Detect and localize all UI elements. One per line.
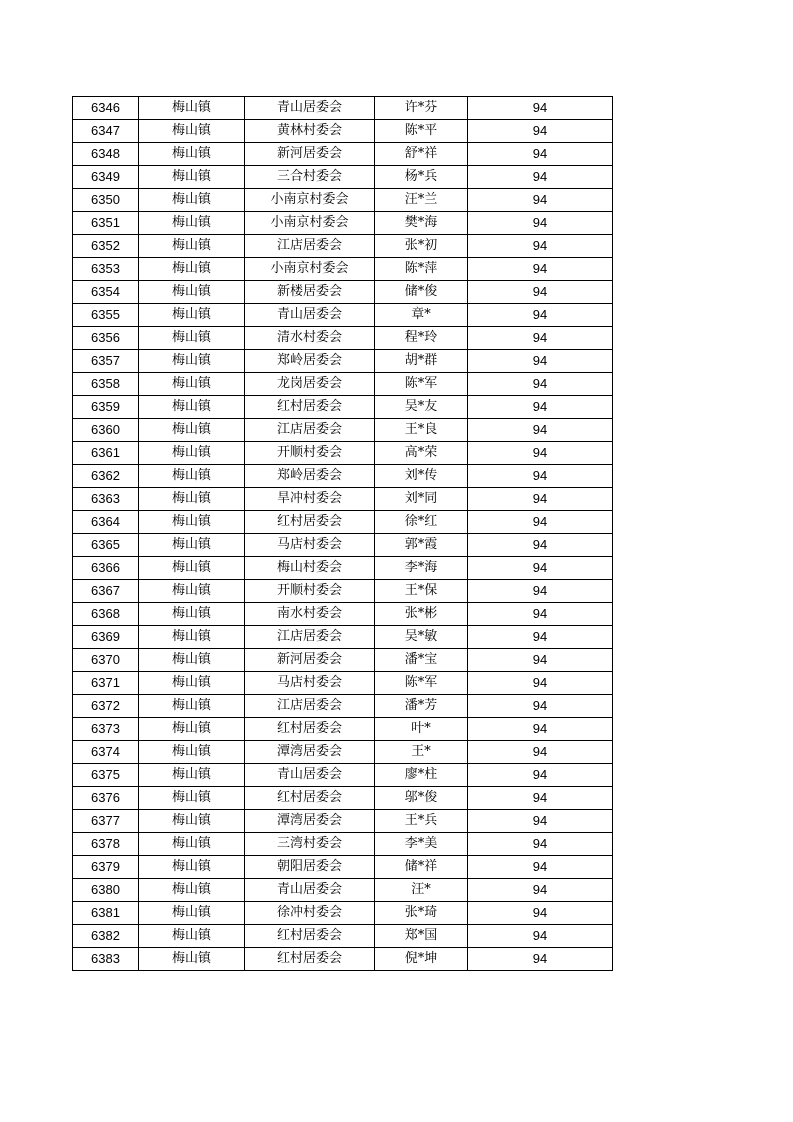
name-cell: 陈*平 bbox=[375, 120, 468, 143]
town-cell: 梅山镇 bbox=[139, 925, 245, 948]
town-cell: 梅山镇 bbox=[139, 810, 245, 833]
name-cell: 程*玲 bbox=[375, 327, 468, 350]
score-cell: 94 bbox=[468, 281, 613, 304]
committee-cell: 郑岭居委会 bbox=[245, 350, 375, 373]
row-id-cell: 6357 bbox=[73, 350, 139, 373]
town-cell: 梅山镇 bbox=[139, 695, 245, 718]
table-row bbox=[73, 488, 613, 511]
table-row bbox=[73, 212, 613, 235]
score-cell: 94 bbox=[468, 879, 613, 902]
table-row bbox=[73, 626, 613, 649]
committee-cell: 开顺村委会 bbox=[245, 580, 375, 603]
name-cell: 刘*同 bbox=[375, 488, 468, 511]
table-row bbox=[73, 557, 613, 580]
committee-cell: 马店村委会 bbox=[245, 534, 375, 557]
committee-cell: 潭湾居委会 bbox=[245, 810, 375, 833]
name-cell: 郑*国 bbox=[375, 925, 468, 948]
town-cell: 梅山镇 bbox=[139, 166, 245, 189]
committee-cell: 马店村委会 bbox=[245, 672, 375, 695]
score-cell: 94 bbox=[468, 97, 613, 120]
table-row bbox=[73, 534, 613, 557]
score-cell: 94 bbox=[468, 695, 613, 718]
town-cell: 梅山镇 bbox=[139, 741, 245, 764]
name-cell: 许*芬 bbox=[375, 97, 468, 120]
score-cell: 94 bbox=[468, 534, 613, 557]
score-cell: 94 bbox=[468, 488, 613, 511]
name-cell: 叶* bbox=[375, 718, 468, 741]
score-cell: 94 bbox=[468, 925, 613, 948]
town-cell: 梅山镇 bbox=[139, 557, 245, 580]
row-id-cell: 6347 bbox=[73, 120, 139, 143]
town-cell: 梅山镇 bbox=[139, 143, 245, 166]
name-cell: 郭*霞 bbox=[375, 534, 468, 557]
row-id-cell: 6383 bbox=[73, 948, 139, 971]
committee-cell: 青山居委会 bbox=[245, 879, 375, 902]
committee-cell: 红村居委会 bbox=[245, 787, 375, 810]
table-row bbox=[73, 373, 613, 396]
name-cell: 储*祥 bbox=[375, 856, 468, 879]
town-cell: 梅山镇 bbox=[139, 258, 245, 281]
town-cell: 梅山镇 bbox=[139, 442, 245, 465]
score-cell: 94 bbox=[468, 810, 613, 833]
score-cell: 94 bbox=[468, 143, 613, 166]
town-cell: 梅山镇 bbox=[139, 327, 245, 350]
committee-cell: 红村居委会 bbox=[245, 718, 375, 741]
town-cell: 梅山镇 bbox=[139, 235, 245, 258]
committee-cell: 潭湾居委会 bbox=[245, 741, 375, 764]
town-cell: 梅山镇 bbox=[139, 465, 245, 488]
committee-cell: 梅山村委会 bbox=[245, 557, 375, 580]
town-cell: 梅山镇 bbox=[139, 120, 245, 143]
name-cell: 章* bbox=[375, 304, 468, 327]
name-cell: 王*兵 bbox=[375, 810, 468, 833]
committee-cell: 郑岭居委会 bbox=[245, 465, 375, 488]
row-id-cell: 6359 bbox=[73, 396, 139, 419]
name-cell: 杨*兵 bbox=[375, 166, 468, 189]
score-cell: 94 bbox=[468, 373, 613, 396]
table-row bbox=[73, 603, 613, 626]
score-cell: 94 bbox=[468, 235, 613, 258]
score-cell: 94 bbox=[468, 741, 613, 764]
town-cell: 梅山镇 bbox=[139, 649, 245, 672]
name-cell: 李*美 bbox=[375, 833, 468, 856]
row-id-cell: 6373 bbox=[73, 718, 139, 741]
committee-cell: 三合村委会 bbox=[245, 166, 375, 189]
score-cell: 94 bbox=[468, 442, 613, 465]
committee-cell: 江店居委会 bbox=[245, 695, 375, 718]
town-cell: 梅山镇 bbox=[139, 902, 245, 925]
score-cell: 94 bbox=[468, 258, 613, 281]
table-row bbox=[73, 879, 613, 902]
committee-cell: 旱冲村委会 bbox=[245, 488, 375, 511]
score-cell: 94 bbox=[468, 603, 613, 626]
town-cell: 梅山镇 bbox=[139, 856, 245, 879]
name-cell: 舒*祥 bbox=[375, 143, 468, 166]
score-cell: 94 bbox=[468, 419, 613, 442]
name-cell: 廖*柱 bbox=[375, 764, 468, 787]
committee-cell: 南水村委会 bbox=[245, 603, 375, 626]
row-id-cell: 6379 bbox=[73, 856, 139, 879]
table-row bbox=[73, 925, 613, 948]
name-cell: 吴*敏 bbox=[375, 626, 468, 649]
name-cell: 储*俊 bbox=[375, 281, 468, 304]
committee-cell: 开顺村委会 bbox=[245, 442, 375, 465]
name-cell: 李*海 bbox=[375, 557, 468, 580]
table-row bbox=[73, 695, 613, 718]
table-row bbox=[73, 304, 613, 327]
committee-cell: 小南京村委会 bbox=[245, 212, 375, 235]
score-cell: 94 bbox=[468, 120, 613, 143]
name-cell: 王*保 bbox=[375, 580, 468, 603]
committee-cell: 江店居委会 bbox=[245, 419, 375, 442]
row-id-cell: 6378 bbox=[73, 833, 139, 856]
table-row bbox=[73, 741, 613, 764]
town-cell: 梅山镇 bbox=[139, 511, 245, 534]
name-cell: 汪*兰 bbox=[375, 189, 468, 212]
row-id-cell: 6380 bbox=[73, 879, 139, 902]
score-cell: 94 bbox=[468, 212, 613, 235]
records-table bbox=[72, 96, 613, 971]
row-id-cell: 6375 bbox=[73, 764, 139, 787]
row-id-cell: 6364 bbox=[73, 511, 139, 534]
name-cell: 王* bbox=[375, 741, 468, 764]
score-cell: 94 bbox=[468, 511, 613, 534]
committee-cell: 黄林村委会 bbox=[245, 120, 375, 143]
row-id-cell: 6382 bbox=[73, 925, 139, 948]
town-cell: 梅山镇 bbox=[139, 212, 245, 235]
committee-cell: 红村居委会 bbox=[245, 948, 375, 971]
score-cell: 94 bbox=[468, 856, 613, 879]
town-cell: 梅山镇 bbox=[139, 580, 245, 603]
row-id-cell: 6374 bbox=[73, 741, 139, 764]
name-cell: 高*荣 bbox=[375, 442, 468, 465]
table-row bbox=[73, 281, 613, 304]
town-cell: 梅山镇 bbox=[139, 948, 245, 971]
committee-cell: 清水村委会 bbox=[245, 327, 375, 350]
row-id-cell: 6377 bbox=[73, 810, 139, 833]
row-id-cell: 6369 bbox=[73, 626, 139, 649]
committee-cell: 新楼居委会 bbox=[245, 281, 375, 304]
town-cell: 梅山镇 bbox=[139, 787, 245, 810]
row-id-cell: 6353 bbox=[73, 258, 139, 281]
row-id-cell: 6362 bbox=[73, 465, 139, 488]
town-cell: 梅山镇 bbox=[139, 350, 245, 373]
name-cell: 王*良 bbox=[375, 419, 468, 442]
row-id-cell: 6358 bbox=[73, 373, 139, 396]
town-cell: 梅山镇 bbox=[139, 419, 245, 442]
committee-cell: 青山居委会 bbox=[245, 97, 375, 120]
name-cell: 潘*芳 bbox=[375, 695, 468, 718]
score-cell: 94 bbox=[468, 764, 613, 787]
name-cell: 邬*俊 bbox=[375, 787, 468, 810]
table-row bbox=[73, 649, 613, 672]
row-id-cell: 6354 bbox=[73, 281, 139, 304]
table-row bbox=[73, 672, 613, 695]
committee-cell: 新河居委会 bbox=[245, 143, 375, 166]
row-id-cell: 6351 bbox=[73, 212, 139, 235]
name-cell: 潘*宝 bbox=[375, 649, 468, 672]
row-id-cell: 6371 bbox=[73, 672, 139, 695]
name-cell: 陈*军 bbox=[375, 373, 468, 396]
score-cell: 94 bbox=[468, 327, 613, 350]
row-id-cell: 6355 bbox=[73, 304, 139, 327]
row-id-cell: 6368 bbox=[73, 603, 139, 626]
committee-cell: 新河居委会 bbox=[245, 649, 375, 672]
table-row bbox=[73, 810, 613, 833]
score-cell: 94 bbox=[468, 626, 613, 649]
name-cell: 倪*坤 bbox=[375, 948, 468, 971]
town-cell: 梅山镇 bbox=[139, 281, 245, 304]
table-row bbox=[73, 120, 613, 143]
table-row bbox=[73, 902, 613, 925]
row-id-cell: 6367 bbox=[73, 580, 139, 603]
score-cell: 94 bbox=[468, 718, 613, 741]
score-cell: 94 bbox=[468, 948, 613, 971]
row-id-cell: 6360 bbox=[73, 419, 139, 442]
town-cell: 梅山镇 bbox=[139, 373, 245, 396]
table-row bbox=[73, 258, 613, 281]
table-row bbox=[73, 143, 613, 166]
score-cell: 94 bbox=[468, 902, 613, 925]
table-row bbox=[73, 465, 613, 488]
committee-cell: 小南京村委会 bbox=[245, 189, 375, 212]
score-cell: 94 bbox=[468, 557, 613, 580]
name-cell: 汪* bbox=[375, 879, 468, 902]
table-row bbox=[73, 419, 613, 442]
score-cell: 94 bbox=[468, 350, 613, 373]
town-cell: 梅山镇 bbox=[139, 396, 245, 419]
committee-cell: 龙岗居委会 bbox=[245, 373, 375, 396]
score-cell: 94 bbox=[468, 833, 613, 856]
town-cell: 梅山镇 bbox=[139, 626, 245, 649]
name-cell: 刘*传 bbox=[375, 465, 468, 488]
table-row bbox=[73, 511, 613, 534]
score-cell: 94 bbox=[468, 189, 613, 212]
committee-cell: 江店居委会 bbox=[245, 626, 375, 649]
table-row bbox=[73, 833, 613, 856]
town-cell: 梅山镇 bbox=[139, 764, 245, 787]
name-cell: 张*彬 bbox=[375, 603, 468, 626]
town-cell: 梅山镇 bbox=[139, 718, 245, 741]
table-row bbox=[73, 235, 613, 258]
name-cell: 胡*群 bbox=[375, 350, 468, 373]
committee-cell: 青山居委会 bbox=[245, 304, 375, 327]
score-cell: 94 bbox=[468, 580, 613, 603]
score-cell: 94 bbox=[468, 649, 613, 672]
row-id-cell: 6376 bbox=[73, 787, 139, 810]
town-cell: 梅山镇 bbox=[139, 304, 245, 327]
table-row bbox=[73, 350, 613, 373]
table-row bbox=[73, 327, 613, 350]
table-row bbox=[73, 442, 613, 465]
table-row bbox=[73, 97, 613, 120]
name-cell: 张*琦 bbox=[375, 902, 468, 925]
table-row bbox=[73, 189, 613, 212]
name-cell: 张*初 bbox=[375, 235, 468, 258]
committee-cell: 红村居委会 bbox=[245, 511, 375, 534]
name-cell: 陈*军 bbox=[375, 672, 468, 695]
score-cell: 94 bbox=[468, 304, 613, 327]
score-cell: 94 bbox=[468, 166, 613, 189]
table-row bbox=[73, 718, 613, 741]
table-row bbox=[73, 396, 613, 419]
table-row bbox=[73, 856, 613, 879]
row-id-cell: 6348 bbox=[73, 143, 139, 166]
table-row bbox=[73, 948, 613, 971]
committee-cell: 红村居委会 bbox=[245, 396, 375, 419]
row-id-cell: 6349 bbox=[73, 166, 139, 189]
town-cell: 梅山镇 bbox=[139, 879, 245, 902]
row-id-cell: 6356 bbox=[73, 327, 139, 350]
row-id-cell: 6365 bbox=[73, 534, 139, 557]
town-cell: 梅山镇 bbox=[139, 603, 245, 626]
town-cell: 梅山镇 bbox=[139, 672, 245, 695]
row-id-cell: 6381 bbox=[73, 902, 139, 925]
row-id-cell: 6370 bbox=[73, 649, 139, 672]
table-row bbox=[73, 787, 613, 810]
row-id-cell: 6372 bbox=[73, 695, 139, 718]
table-row bbox=[73, 764, 613, 787]
committee-cell: 三湾村委会 bbox=[245, 833, 375, 856]
name-cell: 吴*友 bbox=[375, 396, 468, 419]
row-id-cell: 6352 bbox=[73, 235, 139, 258]
committee-cell: 江店居委会 bbox=[245, 235, 375, 258]
town-cell: 梅山镇 bbox=[139, 97, 245, 120]
score-cell: 94 bbox=[468, 465, 613, 488]
row-id-cell: 6346 bbox=[73, 97, 139, 120]
score-cell: 94 bbox=[468, 396, 613, 419]
score-cell: 94 bbox=[468, 672, 613, 695]
row-id-cell: 6350 bbox=[73, 189, 139, 212]
records-table-body bbox=[73, 97, 613, 971]
row-id-cell: 6361 bbox=[73, 442, 139, 465]
name-cell: 徐*红 bbox=[375, 511, 468, 534]
table-row bbox=[73, 580, 613, 603]
committee-cell: 青山居委会 bbox=[245, 764, 375, 787]
name-cell: 陈*萍 bbox=[375, 258, 468, 281]
row-id-cell: 6363 bbox=[73, 488, 139, 511]
town-cell: 梅山镇 bbox=[139, 833, 245, 856]
committee-cell: 小南京村委会 bbox=[245, 258, 375, 281]
town-cell: 梅山镇 bbox=[139, 488, 245, 511]
committee-cell: 徐冲村委会 bbox=[245, 902, 375, 925]
committee-cell: 朝阳居委会 bbox=[245, 856, 375, 879]
row-id-cell: 6366 bbox=[73, 557, 139, 580]
town-cell: 梅山镇 bbox=[139, 534, 245, 557]
town-cell: 梅山镇 bbox=[139, 189, 245, 212]
name-cell: 樊*海 bbox=[375, 212, 468, 235]
table-row bbox=[73, 166, 613, 189]
score-cell: 94 bbox=[468, 787, 613, 810]
committee-cell: 红村居委会 bbox=[245, 925, 375, 948]
